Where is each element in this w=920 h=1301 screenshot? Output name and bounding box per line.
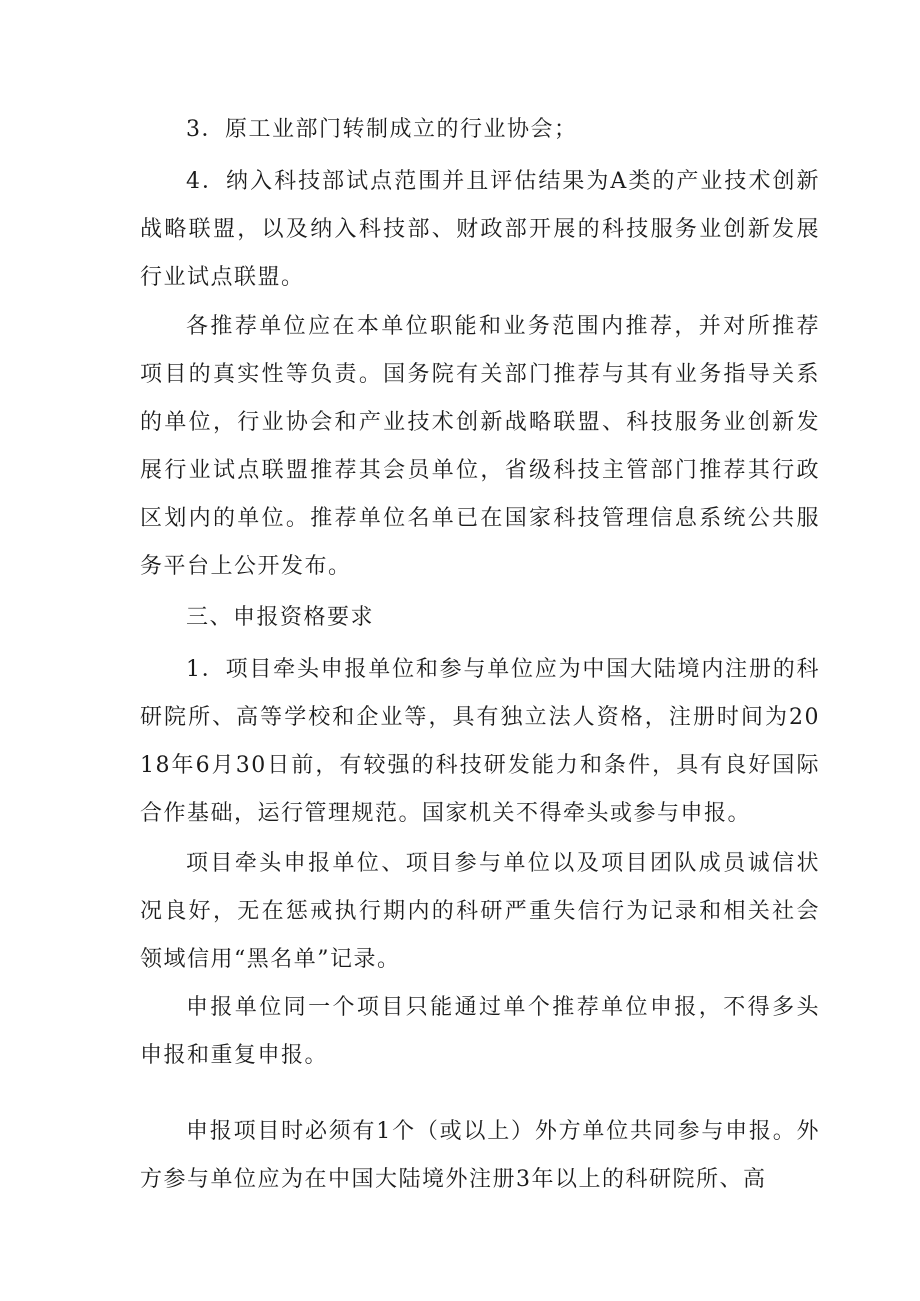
body-paragraph: 申报单位同一个项目只能通过单个推荐单位申报，不得多头申报和重复申报。	[140, 995, 820, 1068]
paragraph-item-1	[140, 646, 820, 838]
paragraph-credit	[140, 840, 820, 984]
section-heading: 三、申报资格要求	[186, 605, 375, 630]
body-paragraph: 申报项目时必须有1个（或以上）外方单位共同参与申报。外方参与单位应为在中国大陆境外注册3年以上的科研院所、高	[140, 1119, 820, 1192]
paragraph-item-3	[140, 106, 820, 154]
body-paragraph: 项目牵头申报单位、项目参与单位以及项目团队成员诚信状况良好，无在惩戒执行期内的科研严重失信行为记录和相关社会领域信用“黑名单”记录。	[140, 851, 820, 972]
list-item: 1．项目牵头申报单位和参与单位应为中国大陆境内注册的科研院所、高等学校和企业等，具有独立法人资格，注册时间为2018年6月30日前，有较强的科技研发能力和条件，具有良好国际合作基础，运行管理规范。国家机关不得牵头或参与申报。	[140, 657, 820, 826]
paragraph-recommendation	[140, 303, 820, 591]
paragraph-foreign-partner	[140, 1108, 820, 1204]
section-heading-eligibility	[140, 594, 820, 642]
list-item: 4．纳入科技部试点范围并且评估结果为A类的产业技术创新战略联盟，以及纳入科技部、财政部开展的科技服务业创新发展行业试点联盟。	[140, 169, 820, 290]
paragraph-item-4	[140, 158, 820, 302]
body-paragraph: 各推荐单位应在本单位职能和业务范围内推荐，并对所推荐项目的真实性等负责。国务院有关部门推荐与其有业务指导关系的单位，行业协会和产业技术创新战略联盟、科技服务业创新发展行业试点联盟推荐其会员单位，省级科技主管部门推荐其行政区划内的单位。推荐单位名单已在国家科技管理信息系统公共服务平台上公开发布。	[140, 314, 820, 579]
paragraph-single-recommendation	[140, 984, 820, 1080]
list-item: 3．原工业部门转制成立的行业协会；	[186, 117, 578, 142]
